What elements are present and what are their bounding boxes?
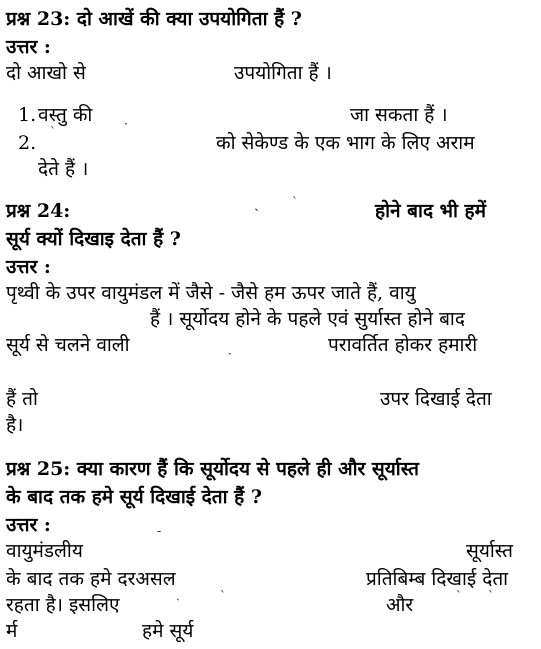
q24-answer-label: उत्तर :	[6, 256, 51, 278]
q25-line1-end: सूर्यास्त	[466, 540, 514, 562]
q24-line5: है।	[6, 414, 24, 436]
q23-item1-number: 1.	[18, 104, 37, 126]
q23-title: प्रश्न 23: दो आखें की क्या उपयोगिता हैं ?	[6, 8, 302, 30]
q25-line4-end: हमे सूर्य	[142, 620, 194, 642]
q23-item2-number: 2.	[18, 132, 37, 154]
q24-line2: हैं । सूर्योदय होने के पहले एवं सुर्यास्त होने बाद	[150, 308, 465, 330]
q24-line3-start: सूर्य से चलने वाली	[6, 334, 130, 356]
q25-line4-start: र्म	[6, 620, 18, 642]
stray-mark: ˋ	[456, 589, 462, 603]
stray-mark: ˋ	[292, 195, 298, 209]
stray-mark: ˉ	[156, 529, 162, 543]
stray-mark: ·	[124, 117, 128, 131]
q25-answer-label: उत्तर :	[6, 514, 51, 536]
stray-mark: ˋ	[220, 589, 226, 603]
q23-line1-end: उपयोगिता हैं ।	[234, 62, 332, 84]
q23-item1-end: जा सकता हैं ।	[350, 104, 448, 126]
stray-mark: ˎ	[254, 194, 259, 212]
q24-title-end: होने बाद भी हमें	[375, 200, 486, 222]
q24-line1: पृथ्वी के उपर वायुमंडल में जैसे - जैसे हम ऊपर जाते हैं, वायु	[6, 282, 416, 304]
q23-line1-start: दो आखो से	[6, 62, 86, 84]
q25-line2-end: प्रतिबिम्ब दिखाई देता	[366, 568, 509, 590]
q23-item1-start: वस्तु की	[38, 104, 93, 126]
stray-mark: ˋ	[50, 125, 56, 139]
q25-line3-end: और	[386, 594, 414, 616]
stray-mark: ˎ	[176, 587, 180, 601]
q25-title-line1: प्रश्न 25: क्या कारण हैं कि सूर्योदय से पहले ही और सूर्यास्त	[6, 458, 419, 480]
q25-title-line2: के बाद तक हमे सूर्य दिखाई देता हैं ?	[6, 486, 262, 508]
q23-answer-label: उत्तर :	[6, 36, 51, 58]
q24-title-line2: सूर्य क्यों दिखाइ देता हैं ?	[6, 228, 181, 250]
stray-mark: ·	[228, 347, 232, 361]
q25-line2-start: के बाद तक हमे दरअसल	[6, 568, 176, 590]
q24-line4-start: हैं तो	[6, 388, 38, 410]
q24-line3-end: परावर्तित होकर हमारी	[328, 334, 478, 356]
q24-line4-end: उपर दिखाई देता	[380, 388, 492, 410]
q23-item2-end: को सेकेण्ड के एक भाग के लिए अराम	[216, 132, 475, 154]
q23-item2-continuation: देते हैं ।	[38, 158, 89, 180]
stray-mark: ˋ	[488, 589, 494, 603]
q25-line1-start: वायुमंडलीय	[6, 540, 83, 562]
q24-title-start: प्रश्न 24:	[6, 200, 71, 222]
q25-line3-start: रहता है। इसलिए	[6, 594, 120, 616]
